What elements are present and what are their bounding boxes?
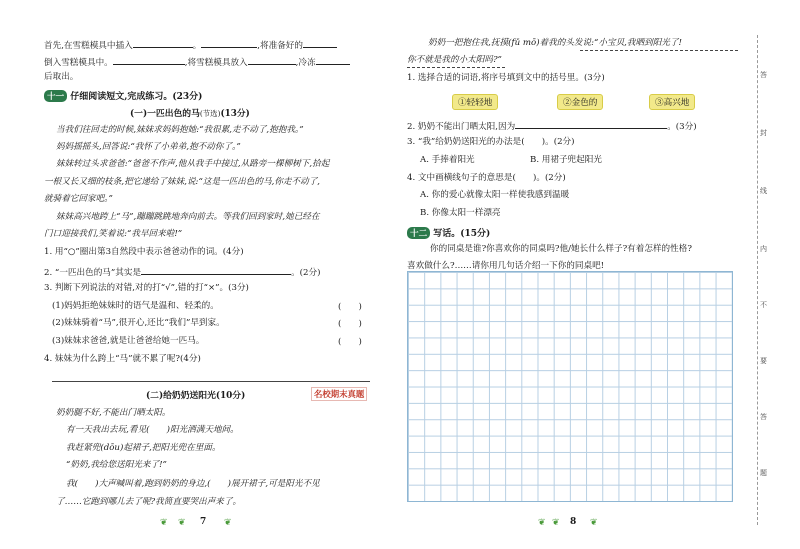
passage-1-title [130, 106, 250, 119]
binding-label-char: 封 [760, 129, 767, 137]
answer-blank[interactable] [141, 264, 291, 275]
answer-paren[interactable]: ( ) [338, 337, 362, 347]
underlined-sentence-mark [580, 50, 738, 51]
right-question-2 [407, 118, 697, 133]
intro-line-2 [44, 54, 350, 69]
page-number: 8 [570, 517, 577, 527]
passage-score: (13分) [220, 109, 250, 119]
section-title: 仔细阅读短文,完成练习。(23分) [70, 92, 203, 102]
passage-2-line: 有一天我出去玩,看见( )阳光洒满天地间。 [66, 425, 239, 435]
passage-2-title [146, 388, 245, 401]
word-option[interactable]: ③高兴地 [649, 94, 695, 110]
choice-a[interactable]: A. 你的爱心就像太阳一样使我感到温暖 [420, 190, 570, 200]
answer-blank[interactable] [133, 37, 193, 48]
answer-blank[interactable] [248, 54, 296, 65]
section-title: 写话。(15分) [433, 229, 491, 239]
answer-paren[interactable]: ( ) [338, 302, 362, 312]
intro-text: ,冷冻 [295, 58, 316, 68]
right-question-1: 1. 选择合适的词语,将序号填到文中的括号里。(3分) [407, 73, 605, 83]
intro-text: ,将雪糕模具放入 [184, 58, 248, 68]
passage-1-line: 妹妹高兴地跨上“马”,蹦蹦跳跳地奔向前去。等我们回到家时,她已经在 [56, 212, 320, 222]
answer-blank[interactable] [201, 37, 257, 48]
sprout-icon: ❦ [224, 518, 232, 528]
passage-2-line: “奶奶,我给您送阳光来了!” [66, 460, 167, 470]
judgment-item: (3)妹妹求爸爸,就是让爸爸给她一匹马。 [52, 336, 205, 346]
passage-1-line: 一根又长又细的枝条,把它递给了妹妹,说:“这是一匹出色的马,你走不动了, [44, 177, 321, 187]
judgment-item: (1)妈妈拒绝妹妹时的语气是温和、轻柔的。 [52, 301, 219, 311]
word-option[interactable]: ②金色的 [557, 94, 603, 110]
choice-a[interactable]: A. 手捧着阳光 [420, 155, 475, 165]
intro-text: ,将准备好的 [257, 41, 303, 51]
question-1: 1. 用“○”圈出第3自然段中表示爸爸动作的词。(4分) [44, 247, 244, 257]
binding-label-char: 线 [760, 187, 767, 195]
question-2 [44, 264, 320, 279]
passage-1-line: 妈妈摇摇头,回答说:“我怀了小弟弟,抱不动你了。” [56, 142, 241, 152]
intro-text: 首先,在雪糕模具中插入 [44, 41, 133, 51]
binding-label-char: 要 [760, 357, 767, 365]
underlined-sentence-mark [407, 67, 505, 68]
answer-blank[interactable] [113, 54, 185, 65]
passage-title: (二)给奶奶送阳光(10分) [146, 391, 246, 401]
binding-line [757, 35, 758, 525]
writing-grid[interactable] [407, 271, 733, 502]
left-page [0, 0, 390, 549]
judgment-item: (2)妹妹骑着“马”,很开心,还比“我们”早到家。 [52, 318, 225, 328]
sprout-icon: ❦ [538, 518, 546, 528]
question-text: 2. 奶奶不能出门晒太阳,因为 [407, 122, 516, 132]
binding-label-char: 答 [760, 413, 767, 421]
right-question-3: 3. “我”给奶奶送阳光的办法是( )。(2分) [407, 137, 575, 147]
binding-label-char: 答 [760, 71, 767, 79]
sprout-icon: ❦ [178, 518, 186, 528]
sprout-icon: ❦ [160, 518, 168, 528]
intro-line-3: 后取出。 [44, 72, 79, 82]
passage-2-line: 奶奶腿不好,不能出门晒太阳。 [56, 408, 171, 418]
writing-prompt: 你的同桌是谁?你喜欢你的同桌吗?他/她长什么样子?有着怎样的性格? [430, 244, 692, 254]
answer-blank[interactable] [303, 37, 337, 48]
passage-1-line: 就骑着它回家吧。” [44, 194, 113, 204]
section-11-header [44, 89, 202, 102]
answer-blank[interactable] [515, 118, 667, 129]
binding-label-char: 内 [760, 245, 767, 253]
question-score: 。(2分) [291, 268, 321, 278]
section-12-header [407, 226, 490, 239]
passage-1-line: 门口迎接我们,笑着说:“我早回来啦!” [44, 229, 183, 239]
passage-2-line: 了……它跑到哪儿去了呢?我简直要哭出声来了。 [56, 497, 242, 507]
word-option[interactable]: ①轻轻地 [452, 94, 498, 110]
question-text: 2. “一匹出色的马”其实是 [44, 268, 142, 278]
passage-2-continued: 奶奶一把抱住我,抚摸(fǔ mō)着我的头发说:“小宝贝,我晒到阳光了! [428, 38, 682, 48]
section-number-badge: 十一 [44, 90, 67, 102]
exam-source-stamp: 名校期末真题 [311, 387, 367, 401]
passage-note: (节选) [199, 109, 221, 118]
binding-label-char: 题 [760, 469, 767, 477]
choice-b[interactable]: B. 用裙子兜起阳光 [530, 155, 602, 165]
passage-2-line: 我赶紧兜(dōu)起裙子,把阳光兜在里面。 [66, 443, 221, 453]
passage-1-line: 当我们往回走的时候,妹妹求妈妈抱她:“我很累,走不动了,抱抱我。” [56, 125, 304, 135]
section-number-badge: 十二 [407, 227, 430, 239]
sprout-icon: ❦ [590, 518, 598, 528]
intro-text: 倒入雪糕模具中。 [44, 58, 113, 68]
binding-label-char: 不 [760, 301, 767, 309]
choice-b[interactable]: B. 你像太阳一样漂亮 [420, 208, 501, 218]
passage-1-line: 妹妹转过头求爸爸:“爸爸不作声,他从我手中接过,从路旁一棵柳树下,拾起 [56, 159, 330, 169]
right-question-4: 4. 文中画横线句子的意思是( )。(2分) [407, 173, 566, 183]
passage-title: (一)一匹出色的马 [130, 109, 200, 119]
intro-line-1 [44, 37, 337, 52]
question-4: 4. 妹妹为什么跨上“马”就不累了呢?(4分) [44, 354, 201, 364]
passage-2-line: 我( )大声喊叫着,跑到奶奶的身边,( )展开裙子,可是阳光不见 [66, 479, 320, 489]
answer-line[interactable] [52, 381, 370, 382]
answer-blank[interactable] [316, 54, 350, 65]
question-3: 3. 判断下列说法的对错,对的打“√”,错的打“×”。(3分) [44, 283, 249, 293]
question-score: 。(3分) [667, 122, 697, 132]
passage-2-continued: 你不就是我的小太阳吗?” [407, 55, 502, 65]
sprout-icon: ❦ [552, 518, 560, 528]
intro-text: 。 [192, 41, 202, 51]
answer-paren[interactable]: ( ) [338, 319, 362, 329]
page-number: 7 [200, 517, 207, 527]
writing-prompt: 喜欢做什么?……请你用几句话介绍一下你的同桌吧! [407, 261, 605, 271]
